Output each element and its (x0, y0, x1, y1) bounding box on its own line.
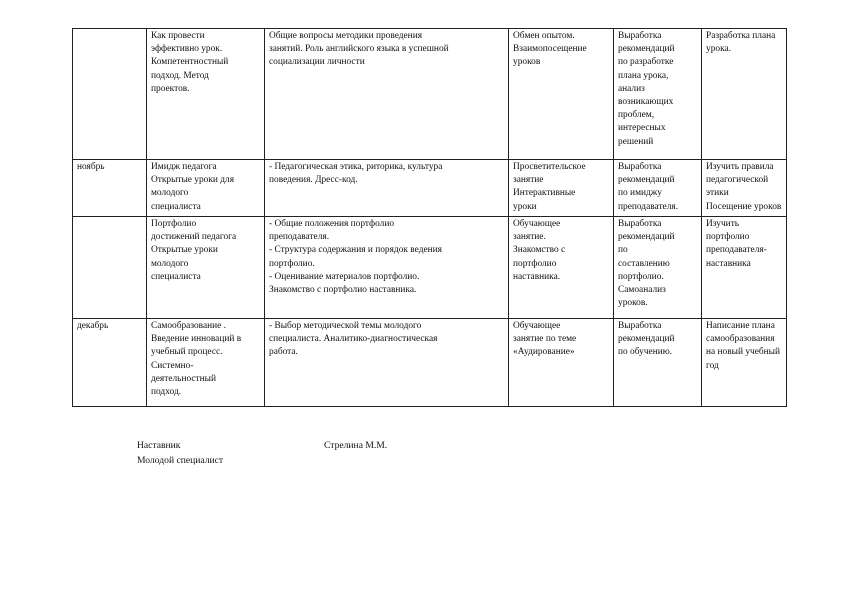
result-cell (614, 29, 702, 160)
month-cell (73, 29, 147, 160)
cell-text-line: портфолио (513, 258, 557, 269)
cell-text-line: Изучить (706, 219, 740, 229)
cell-text-line: Посещение уроков (706, 201, 782, 212)
table-row (73, 217, 787, 319)
cell-text-line: этики (706, 188, 729, 199)
cell-text-line: специалиста. Аналитико-диагностическая (269, 334, 438, 345)
cell-text-line: специалиста (151, 201, 201, 212)
month-cell (73, 217, 147, 319)
month-cell: декабрь (73, 319, 147, 407)
cell-text-line: портфолио. (618, 271, 664, 282)
cell-text-line: Обучающее (513, 219, 561, 229)
cell-text-line: Имидж педагога (151, 162, 217, 172)
cell-text-line: Выработка (618, 321, 662, 331)
cell-text-line: Написание плана (706, 321, 775, 331)
cell-text-line: Введение инноваций в (151, 334, 242, 345)
cell-text-line: Системно- (151, 360, 194, 371)
cell-text-line: год (706, 360, 719, 371)
cell-text-line: по (618, 245, 628, 256)
table-row (73, 29, 787, 160)
cell-text-line: подход. (151, 387, 182, 398)
cell-text-line: Знакомство с (513, 245, 566, 256)
topic-cell (147, 160, 265, 217)
cell-text-line: занятие по теме (513, 334, 577, 345)
cell-text-line: - Структура содержания и порядок ведения (269, 245, 442, 256)
cell-text-line: Портфолио (151, 219, 197, 229)
cell-text-line: рекомендаций (618, 175, 675, 186)
cell-text-line: наставника. (513, 271, 561, 282)
cell-text-line: рекомендаций (618, 334, 675, 345)
month-cell: ноябрь (73, 160, 147, 217)
cell-text-line: Открытые уроки (151, 245, 218, 256)
cell-text-line: самообразования (706, 334, 775, 345)
topic-cell (147, 217, 265, 319)
cell-text-line: поведения. Дресс-код. (269, 175, 358, 186)
questions-cell (265, 29, 509, 160)
form-cell (509, 217, 614, 319)
cell-text-line: по имиджу (618, 188, 662, 199)
topic-cell (147, 319, 265, 407)
cell-text-line: рекомендаций (618, 232, 675, 243)
cell-text-line: Открытые уроки для (151, 175, 235, 186)
cell-text-line: преподавателя. (618, 201, 679, 212)
tasks-cell (702, 217, 787, 319)
result-cell (614, 160, 702, 217)
topic-cell (147, 29, 265, 160)
cell-text-line: Выработка (618, 162, 662, 172)
cell-text-line: Обучающее (513, 321, 561, 331)
cell-text-line: урока. (706, 44, 731, 55)
cell-text-line: молодого (151, 258, 189, 269)
cell-text-line: занятие. (513, 232, 546, 243)
cell-text-line: уроки (513, 201, 537, 212)
form-cell (509, 29, 614, 160)
result-cell (614, 319, 702, 407)
questions-cell (265, 319, 509, 407)
cell-text-line: «Аудирование» (513, 347, 575, 358)
cell-text-line: деятельностный (151, 373, 216, 384)
questions-cell (265, 160, 509, 217)
cell-text-line: Взаимопосещение (513, 44, 587, 55)
table-row (73, 319, 787, 407)
cell-text-line: преподавателя. (269, 232, 330, 243)
cell-text-line: занятие (513, 175, 544, 186)
table-row (73, 160, 787, 217)
form-cell (509, 319, 614, 407)
cell-text-line: проектов. (151, 83, 190, 94)
cell-text-line: Как провести (151, 31, 205, 41)
cell-text-line: уроков (513, 57, 541, 68)
cell-text-line: Обмен опытом. (513, 31, 575, 41)
mentor-name: Стрелина М.М. (324, 440, 388, 451)
cell-text-line: портфолио (706, 232, 750, 243)
cell-text-line: решений (618, 136, 654, 147)
cell-text-line: социализации личности (269, 57, 365, 68)
cell-text-line: по обучению. (618, 347, 673, 358)
mentoring-plan-table (72, 28, 787, 407)
cell-text-line: интересных (618, 123, 666, 134)
cell-text-line: Общие вопросы методики проведения (269, 31, 423, 41)
table-body (73, 29, 787, 407)
cell-text-line: педагогической (706, 175, 769, 186)
questions-cell (265, 217, 509, 319)
cell-text-line: подход. Метод (151, 70, 209, 81)
cell-text-line: специалиста (151, 271, 201, 282)
cell-text-line: - Общие положения портфолио (269, 219, 395, 229)
cell-text-line: Знакомство с портфолио наставника. (269, 285, 417, 296)
cell-text-line: Интерактивные (513, 188, 576, 199)
cell-text-line: - Оценивание материалов портфолио. (269, 271, 420, 282)
cell-text-line: анализ (618, 83, 645, 94)
cell-text-line: возникающих (618, 97, 674, 108)
cell-text-line: преподавателя- (706, 245, 767, 256)
cell-text-line: на новый учебный (706, 347, 780, 358)
young-specialist-label: Молодой специалист (137, 455, 224, 466)
cell-text-line: Компетентностный (151, 57, 229, 68)
cell-text-line: по разработке (618, 57, 674, 68)
tasks-cell (702, 319, 787, 407)
cell-text-line: - Педагогическая этика, риторика, культура (269, 162, 443, 172)
cell-text-line: занятий. Роль английского языка в успешной (269, 44, 449, 55)
cell-text-line: Самообразование . (151, 321, 227, 331)
cell-text-line: составлению (618, 258, 670, 269)
cell-text-line: портфолио. (269, 258, 315, 269)
mentor-label: Наставник (137, 440, 181, 451)
cell-text-line: плана урока, (618, 70, 669, 81)
cell-text-line: проблем, (618, 110, 655, 121)
result-cell (614, 217, 702, 319)
cell-text-line: Просветительское (513, 162, 586, 172)
cell-text-line: Выработка (618, 219, 662, 229)
cell-text-line: работа. (269, 347, 298, 358)
cell-text-line: Выработка (618, 31, 662, 41)
cell-text-line: достижений педагога (151, 232, 237, 243)
cell-text-line: эффективно урок. (151, 44, 223, 55)
cell-text-line: - Выбор методической темы молодого (269, 321, 422, 331)
cell-text-line: Изучить правила (706, 162, 774, 172)
tasks-cell (702, 160, 787, 217)
cell-text-line: молодого (151, 188, 189, 199)
cell-text-line: уроков. (618, 298, 648, 309)
cell-text-line: Самоанализ (618, 285, 666, 296)
cell-text-line: Разработка плана (706, 31, 776, 41)
cell-text-line: учебный процесс. (151, 347, 223, 358)
cell-text-line: наставника (706, 258, 751, 269)
tasks-cell (702, 29, 787, 160)
cell-text-line: рекомендаций (618, 44, 675, 55)
form-cell (509, 160, 614, 217)
